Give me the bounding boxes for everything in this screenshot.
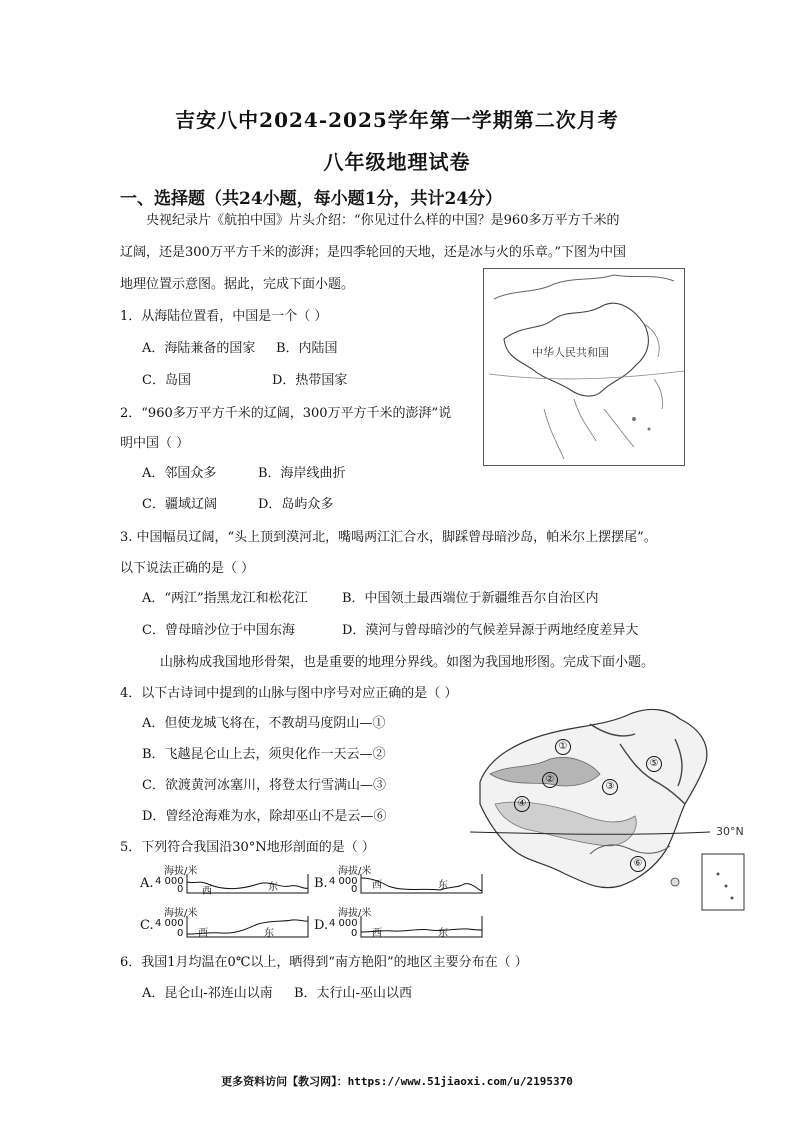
profile-d-west: 西 bbox=[372, 928, 382, 939]
intro1-line1: 央视纪录片《航拍中国》片头介绍：“你见过什么样的中国？是960多万平方千米的 bbox=[146, 213, 620, 228]
footer-link[interactable]: 更多资料访问【教习网】：https://www.51jiaoxi.com/u/2195370 bbox=[221, 1075, 573, 1088]
q4-option-d bbox=[142, 809, 386, 825]
map1-country-label: 中华人民共和国 bbox=[532, 346, 609, 359]
profile-a-zero: 0 bbox=[177, 884, 184, 895]
map2-marker-6: ⑥ bbox=[630, 856, 646, 872]
map2-marker-4: ④ bbox=[514, 796, 530, 812]
intro2-line1: 山脉构成我国地形骨架，也是重要的地理分界线。如图为我国地形图。完成下面小题。 bbox=[160, 655, 655, 670]
profile-b-west: 西 bbox=[372, 880, 382, 891]
map2-marker-2: ② bbox=[542, 772, 558, 788]
china-location-map bbox=[483, 268, 685, 466]
profile-d-zero: 0 bbox=[351, 928, 358, 939]
q2-option-d: D．岛屿众多 bbox=[258, 497, 334, 512]
section-heading: 一、选择题（共24小题，每小题1分，共计24分） bbox=[120, 189, 503, 209]
profile-d-option: D. bbox=[314, 918, 329, 933]
q3-stem-line1: 3. 中国幅员辽阔，“头上顶到漠河北，嘴喝两江汇合水，脚踩曾母暗沙岛，帕米尔上摆摆尾”。 bbox=[120, 530, 657, 545]
profile-a-ytick: 4 000 bbox=[155, 876, 184, 887]
q4-option-b bbox=[142, 747, 386, 763]
q5-stem: 5．下列符合我国沿30°N地形剖面的是（ ） bbox=[120, 840, 375, 855]
profile-d-ytick: 4 000 bbox=[329, 918, 358, 929]
q3-stem-line2: 以下说法正确的是（ ） bbox=[120, 561, 255, 576]
q4-option-a-number: ① bbox=[372, 716, 386, 731]
profile-c-option: C. bbox=[140, 918, 154, 933]
profile-c-west: 西 bbox=[198, 928, 208, 939]
map2-marker-3: ③ bbox=[602, 779, 618, 795]
profile-b-ylabel: 海拔/米 bbox=[338, 866, 372, 877]
q4-option-d-number: ⑥ bbox=[373, 809, 387, 824]
q4-option-b-text: B．飞越昆仑山上去，须臾化作一天云— bbox=[142, 747, 373, 762]
q1-stem: 1．从海陆位置看，中国是一个（ ） bbox=[120, 309, 328, 324]
profile-c-east: 东 bbox=[264, 928, 274, 939]
q1-option-b: B．内陆国 bbox=[276, 341, 338, 356]
q2-stem-line2: 明中国（ ） bbox=[120, 436, 190, 451]
q1-option-a: A．海陆兼备的国家 bbox=[142, 341, 256, 356]
profile-d bbox=[314, 904, 484, 940]
q2-stem-line1: 2．“960多万平方千米的辽阔，300万平方千米的澎湃”说 bbox=[120, 406, 452, 421]
map2-latitude-label: 30°N bbox=[716, 825, 744, 838]
profile-a-option: A. bbox=[140, 876, 154, 891]
q4-option-c-number: ③ bbox=[372, 778, 386, 793]
q4-option-a bbox=[142, 716, 385, 732]
q3-option-d: D．漠河与曾母暗沙的气候差异源于两地经度差异大 bbox=[342, 623, 639, 638]
q3-option-c: C．曾母暗沙位于中国东海 bbox=[142, 623, 295, 638]
page-subtitle: 八年级地理试卷 bbox=[323, 150, 471, 174]
q4-option-c bbox=[142, 778, 386, 794]
q3-option-b: B．中国领土最西端位于新疆维吾尔自治区内 bbox=[342, 591, 599, 606]
profile-c-zero: 0 bbox=[177, 928, 184, 939]
q4-option-c-text: C．欲渡黄河冰塞川，将登太行雪满山— bbox=[142, 778, 373, 793]
map2-marker-1: ① bbox=[555, 739, 571, 755]
profile-b-east: 东 bbox=[438, 880, 448, 891]
profile-a-ylabel: 海拔/米 bbox=[164, 866, 198, 877]
q6-option-a: A．昆仑山-祁连山以南 bbox=[142, 986, 273, 1001]
intro1-line2: 辽阔，还是300万平方千米的澎湃；是四季轮回的天地，还是冰与火的乐章。”下图为中国 bbox=[120, 245, 626, 260]
profile-d-ylabel: 海拔/米 bbox=[338, 908, 372, 919]
q1-option-d: D．热带国家 bbox=[272, 373, 348, 388]
profile-c bbox=[140, 904, 310, 940]
profile-a bbox=[140, 862, 310, 897]
q6-stem: 6．我国1月均温在0℃以上，晒得到“南方艳阳”的地区主要分布在（ ） bbox=[120, 955, 528, 970]
profile-a-east: 东 bbox=[268, 882, 278, 893]
page-title: 吉安八中2024-2025学年第一学期第二次月考 bbox=[175, 108, 619, 132]
profile-a-west: 西 bbox=[202, 886, 212, 897]
q4-stem: 4．以下古诗词中提到的山脉与图中序号对应正确的是（ ） bbox=[120, 686, 458, 701]
profile-b-ytick: 4 000 bbox=[329, 876, 358, 887]
q1-option-c: C．岛国 bbox=[142, 373, 191, 388]
q4-option-a-text: A．但使龙城飞将在，不教胡马度阴山— bbox=[142, 716, 373, 731]
profile-b-option: B. bbox=[314, 876, 328, 891]
q2-option-b: B．海岸线曲折 bbox=[258, 466, 346, 481]
profile-b-zero: 0 bbox=[351, 884, 358, 895]
profile-c-ytick: 4 000 bbox=[155, 918, 184, 929]
china-terrain-map bbox=[470, 704, 748, 914]
q3-option-a: A．“两江”指黑龙江和松花江 bbox=[142, 591, 308, 606]
q6-option-b: B．太行山-巫山以西 bbox=[294, 986, 412, 1001]
q2-option-a: A．邻国众多 bbox=[142, 466, 217, 481]
map2-marker-5: ⑤ bbox=[646, 756, 662, 772]
q4-option-b-number: ② bbox=[372, 747, 386, 762]
intro1-line3: 地理位置示意图。据此，完成下面小题。 bbox=[120, 277, 355, 292]
q2-option-c: C．疆域辽阔 bbox=[142, 497, 217, 512]
profile-b bbox=[314, 862, 484, 894]
profile-d-east: 东 bbox=[438, 928, 448, 939]
q4-option-d-text: D．曾经沧海难为水，除却巫山不是云— bbox=[142, 809, 374, 824]
profile-c-ylabel: 海拔/米 bbox=[164, 908, 198, 919]
